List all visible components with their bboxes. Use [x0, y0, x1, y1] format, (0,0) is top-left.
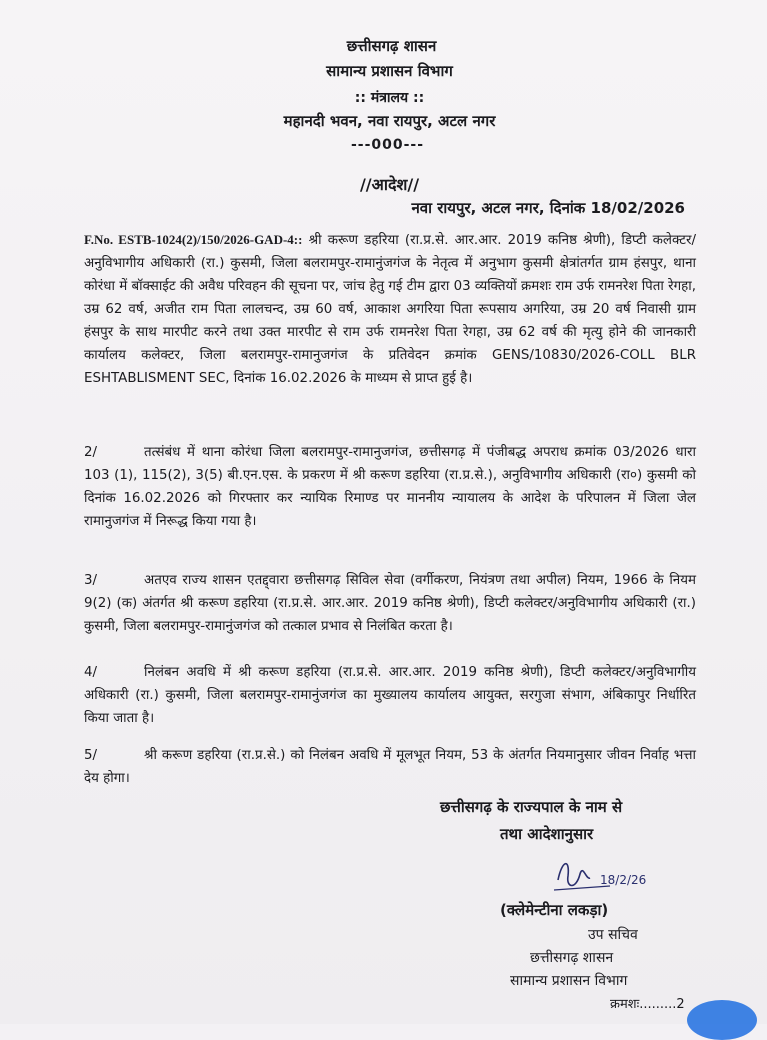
paragraph-4-number: 4/ [84, 665, 98, 680]
signoff-line-2: तथा आदेशानुसार [500, 825, 594, 843]
order-title: //आदेश// [359, 175, 420, 194]
paragraph-1-text: श्री करूण डहरिया (रा.प्र.से. आर.आर. 2019 कनिष्ठ श्रेणी), डिप्टी कलेक्टर/अनुविभागीय अधिकारी (रा.) कुसमी, जिला बलरामपुर-रामानुंजगंज के नेतृत्व में अनुभाग कुसमी क्षेत्रांतर्गत ग्राम हंसपुर, थाना कोरंधा में बॉक्साईट की अवैध परिवहन की सूचना पर, जांच हेतु गई टीम द्वारा 03 व्यक्तियों क्रमशः राम उर्फ रामनरेश पिता रेगहा, उम्र 62 वर्ष, अजीत राम पिता लालचन्द, उम्र 60 वर्ष, आकाश अगरिया पिता रूपसाय अगरिया, उम्र 20 वर्ष निवासी ग्राम हंसपुर के साथ मारपीट करने तथा उक्त मारपीट से राम उर्फ रामनरेश पिता रेगहा, उम्र 62 वर्ष की मृत्यु होने की जानकारी कार्यालय कलेक्टर, जिला बलरामपुर-रामानुजगंज के प्रतिवेदन क्रमांक GENS/10830/2026-COLL BLR ESHTABLISMENT SEC, दिनांक 16.02.2026 के माध्यम से प्राप्त हुई है। [84, 233, 696, 386]
continued-marker: क्रमशः.........2 [610, 997, 685, 1012]
paragraph-2-text: तत्संबंध में थाना कोरंधा जिला बलरामपुर-रामानुजगंज, छत्तीसगढ़ में पंजीबद्ध अपराध क्रमांक 03/2026 धारा 103 (1), 115(2), 3(5) बी.एन.एस. के प्रकरण में श्री करूण डहरिया (रा.प्र.से.), अनुविभागीय अधिकारी (रा०) कुसमी को दिनांक 16.02.2026 को गिरफ्तार कर न्यायिक रिमाण्ड पर माननीय न्यायालय के आदेश के परिपालन में जिला जेल रामानुजगंज में निरूद्ध किया गया है। [84, 445, 696, 529]
signatory-designation: उप सचिव [588, 927, 638, 943]
ministry-label: :: मंत्रालय :: [354, 90, 425, 106]
paragraph-2 [84, 441, 696, 533]
date-line: नवा रायपुर, अटल नगर, दिनांक 18/02/2026 [411, 199, 685, 217]
signature-date: 18/2/26 [600, 873, 647, 887]
signoff-line-1: छत्तीसगढ़ के राज्यपाल के नाम से [440, 798, 623, 816]
signatory-name: (क्लेमेन्टीना लकड़ा) [500, 901, 609, 919]
paragraph-5-text: श्री करूण डहरिया (रा.प्र.से.) को निलंबन अवधि में मूलभूत नियम, 53 के अंतर्गत नियमानुसार जीवन निर्वाह भत्ता देय होगा। [84, 748, 696, 786]
separator-line: ---000--- [350, 137, 425, 153]
paragraph-5 [84, 744, 696, 790]
govt-name: छत्तीसगढ़ शासन [346, 37, 437, 55]
paragraph-5-number: 5/ [84, 748, 98, 763]
paragraph-1 [84, 228, 696, 390]
signatory-org-1: छत्तीसगढ़ शासन [530, 950, 614, 966]
corner-overlay-button[interactable] [687, 1000, 757, 1040]
address-line: महानदी भवन, नवा रायपुर, अटल नगर [283, 112, 496, 130]
handwritten-signature [550, 850, 670, 898]
paragraph-3-number: 3/ [84, 573, 98, 588]
paragraph-2-number: 2/ [84, 445, 98, 460]
paragraph-4 [84, 661, 696, 730]
paragraph-4-text: निलंबन अवधि में श्री करूण डहरिया (रा.प्र.से. आर.आर. 2019 कनिष्ठ श्रेणी), डिप्टी कलेक्टर/अनुविभागीय अधिकारी (रा.) कुसमी, जिला बलरामपुर-रामानुंजगंज का मुख्यालय कार्यालय आयुक्त, सरगुजा संभाग, अंबिकापुर निर्धारित किया जाता है। [84, 665, 696, 726]
department-name: सामान्य प्रशासन विभाग [326, 62, 453, 80]
signatory-org-2: सामान्य प्रशासन विभाग [510, 973, 628, 989]
paragraph-3-text: अतएव राज्य शासन एतद्द्वारा छत्तीसगढ़ सिविल सेवा (वर्गीकरण, नियंत्रण तथा अपील) नियम, 1966 के नियम 9(2) (क) अंतर्गत श्री करूण डहरिया (रा.प्र.से. आर.आर. 2019 कनिष्ठ श्रेणी), डिप्टी कलेक्टर/अनुविभागीय अधिकारी (रा.) कुसमी, जिला बलरामपुर-रामानुंजगंज को तत्काल प्रभाव से निलंबित करता है। [84, 573, 696, 634]
file-number: F.No. ESTB-1024(2)/150/2026-GAD-4:: [84, 232, 303, 247]
paragraph-3 [84, 569, 696, 638]
